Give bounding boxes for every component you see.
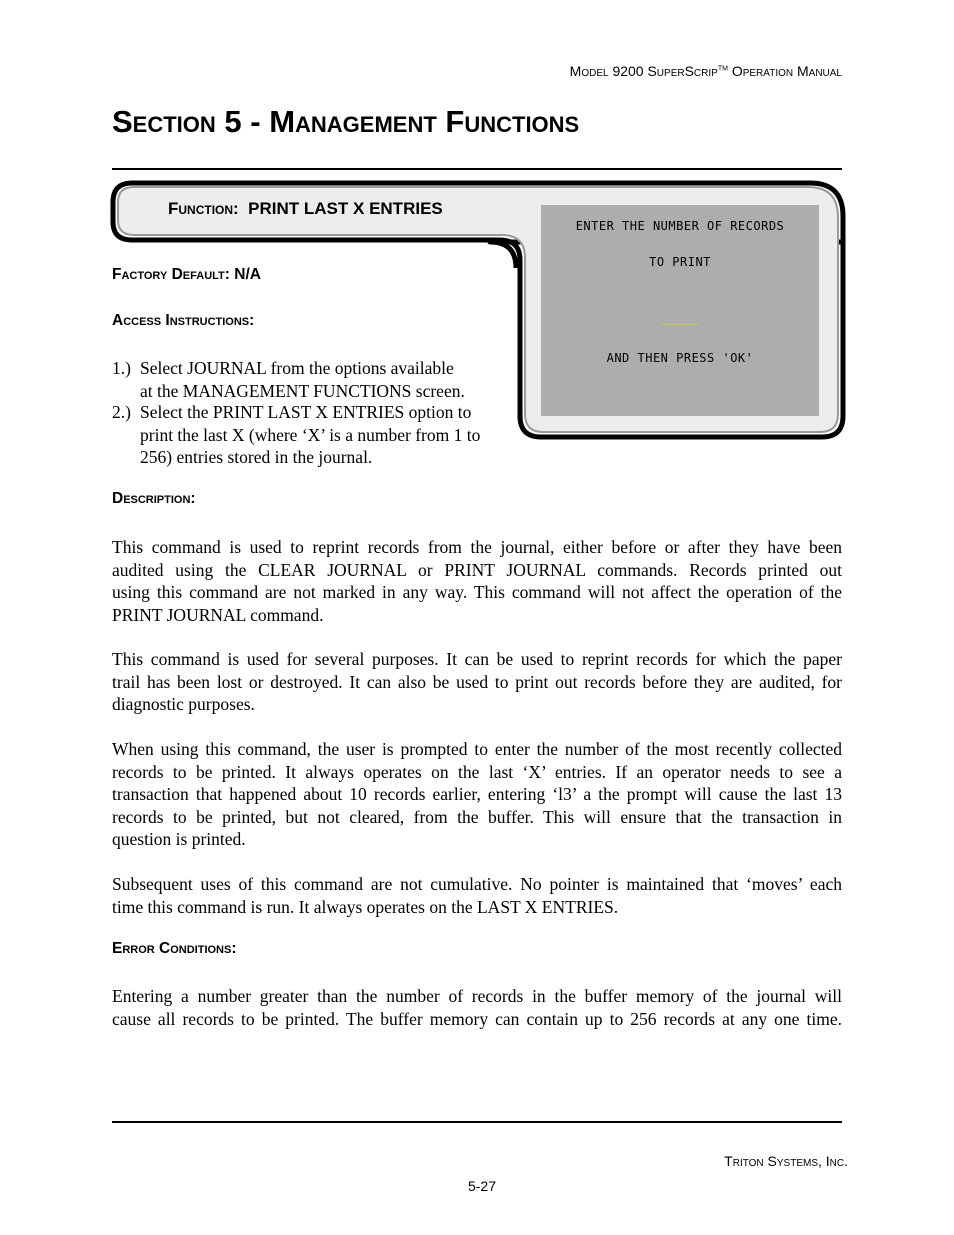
footer-rule: [112, 1121, 842, 1123]
paragraph-line: records to be printed, but not cleared, from the buffer. This will ensure that the transaction in: [112, 806, 842, 827]
paragraph-line: PRINT JOURNAL command.: [112, 604, 324, 625]
paragraph-line: This command is used for several purposes. It can be used to reprint records for which the paper: [112, 649, 842, 669]
trademark-mark: TM: [717, 65, 728, 73]
header-rule: [112, 168, 842, 170]
page-number: 5-27: [467, 1178, 497, 1194]
paragraph-line: Entering a number greater than the number of records in the buffer memory of the journal will: [112, 986, 842, 1006]
step-number: 2.): [112, 402, 131, 422]
running-header-suffix: Operation Manual: [727, 63, 842, 79]
section-title: Section 5 - Management Functions: [112, 104, 580, 139]
paragraph-line: transaction that happened about 10 records earlier, entering ‘l3’ a the prompt will cause the last 13: [112, 784, 842, 804]
description-paragraph: [112, 873, 842, 918]
function-title: [168, 199, 443, 219]
paragraph-line: cause all records to be printed. The buffer memory can contain up to 256 records at any one time.: [112, 1008, 842, 1029]
description-heading: Description:: [112, 490, 196, 507]
error-conditions-paragraph: [112, 985, 842, 1030]
paragraph-line: time this command is run. It always operates on the LAST X ENTRIES.: [112, 896, 619, 917]
description-paragraph: [112, 648, 842, 716]
paragraph-line: diagnostic purposes.: [112, 694, 255, 714]
paragraph-line: This command is used to reprint records from the journal, either before or after they have been: [112, 537, 842, 557]
screen-line-prompt: ENTER THE NUMBER OF RECORDS: [575, 219, 785, 233]
factory-default-value: N/A: [234, 266, 261, 283]
description-paragraph: [112, 536, 842, 626]
paragraph-line: audited using the CLEAR JOURNAL or PRINT JOURNAL commands. Records printed out: [112, 559, 842, 580]
step-number: 1.): [112, 358, 131, 378]
paragraph-line: using this command are not marked in any way. This command will not affect the operation of the: [112, 582, 842, 602]
step-line: Select JOURNAL from the options available: [140, 358, 454, 378]
paragraph-line: question is printed.: [112, 829, 246, 849]
step-line: 256) entries stored in the journal.: [140, 447, 373, 467]
screen-input-cursor: _____: [660, 311, 700, 325]
function-label: Function:: [168, 199, 239, 218]
terminal-screen: [541, 205, 819, 416]
paragraph-line: trail has been lost or destroyed. It can also be used to print out records before they are audited, for: [112, 671, 842, 692]
step-line: at the MANAGEMENT FUNCTIONS screen.: [140, 380, 465, 401]
function-name: PRINT LAST X ENTRIES: [248, 199, 443, 218]
paragraph-line: Subsequent uses of this command are not cumulative. No pointer is maintained that ‘moves’ each: [112, 874, 842, 894]
screen-line-to-print: TO PRINT: [649, 255, 711, 269]
factory-default: [112, 266, 261, 284]
error-conditions-heading: Error Conditions:: [112, 940, 237, 957]
paragraph-line: records to be printed. It always operates on the last ‘X’ entries. If an operator needs to see a: [112, 761, 842, 782]
footer-company: Triton Systems, Inc.: [724, 1153, 848, 1169]
paragraph-line: When using this command, the user is prompted to enter the number of the most recently collected: [112, 739, 842, 759]
step-line: print the last X (where ‘X’ is a number from 1 to: [140, 424, 481, 445]
running-header: [570, 63, 842, 79]
description-paragraph: [112, 738, 842, 851]
screen-line-press-ok: AND THEN PRESS 'OK': [606, 351, 754, 365]
factory-default-label: Factory Default:: [112, 266, 230, 283]
step-line: Select the PRINT LAST X ENTRIES option to: [140, 402, 472, 422]
access-instructions-heading: Access Instructions:: [112, 312, 255, 329]
running-header-prefix: Model 9200 SuperScrip: [569, 63, 718, 79]
